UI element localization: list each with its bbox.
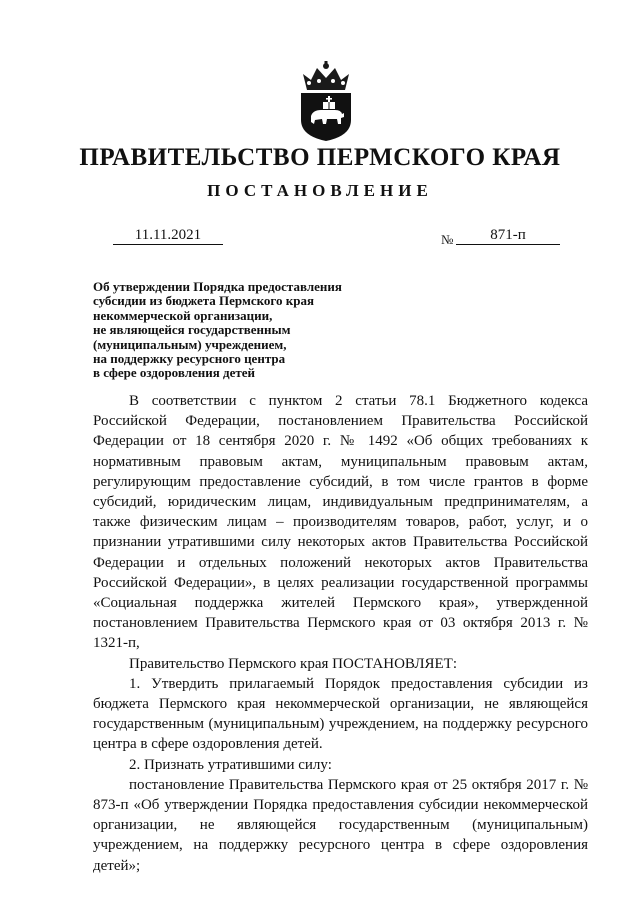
preamble-paragraph: В соответствии с пунктом 2 статьи 78.1 Бюджетного кодекса Российской Федерации, постановлением Правительства Российской Федерации от 18 сентября 2020 г. № 1492 «Об общих требованиях к нормативным правовым актам, муниципальным правовым актам, регулирующим предоставление субсидий, в том числе грантов в форме субсидий, юридическим лицам, индивидуальным предпринимателям, а также физическим лицам – производителям товаров, работ, услуг, и о признании утратившими силу некоторых актов Правительства Российской Федерации и отдельных положений некоторых актов Правительства Российской Федерации», в целях реализации государственной программы «Социальная поддержка жителей Пермского края», утвержденной постановлением Правительства Пермского края от 03 октября 2013 г. № 1321-п, (93, 393, 588, 652)
document-type: ПОСТАНОВЛЕНИЕ (207, 181, 433, 200)
subject-line: некоммерческой организации, (93, 307, 273, 323)
document-subject (93, 280, 423, 381)
repealed-act-paragraph: постановление Правительства Пермского края от 25 октября 2017 г. № 873-п «Об утверждении Порядка предоставления субсидии некоммерческой организации, не являющейся государственным (муниципальным) учреждением, на поддержку ресурсного центра в сфере оздоровления детей»; (93, 776, 588, 874)
clause-2-paragraph: 2. Признать утратившими силу: (129, 756, 332, 773)
perm-krai-coat-of-arms-icon (297, 60, 355, 142)
government-title: ПРАВИТЕЛЬСТВО ПЕРМСКОГО КРАЯ (79, 144, 561, 171)
document-number: 871-п (456, 226, 560, 245)
document-date: 11.11.2021 (113, 226, 223, 245)
subject-line: Об утверждении Порядка предоставления (93, 279, 342, 294)
clause-1-paragraph: 1. Утвердить прилагаемый Порядок предоставления субсидии из бюджета Пермского края некоммерческой организации, не являющейся государственным (муниципальным) учреждением, на поддержку ресурсного центра в сфере оздоровления детей. (93, 675, 588, 753)
subject-line: на поддержку ресурсного центра (93, 351, 286, 367)
resolution-paragraph: Правительство Пермского края ПОСТАНОВЛЯЕТ: (129, 655, 458, 672)
subject-line: не являющейся государственным (93, 322, 291, 338)
subject-line: субсидии из бюджета Пермского края (93, 293, 314, 309)
document-number-label: № (441, 232, 454, 247)
subject-line: (муниципальным) учреждением, (93, 336, 287, 352)
document-body (93, 391, 588, 876)
coat-of-arms-emblem (297, 60, 355, 142)
subject-line: в сфере оздоровления детей (93, 365, 256, 381)
